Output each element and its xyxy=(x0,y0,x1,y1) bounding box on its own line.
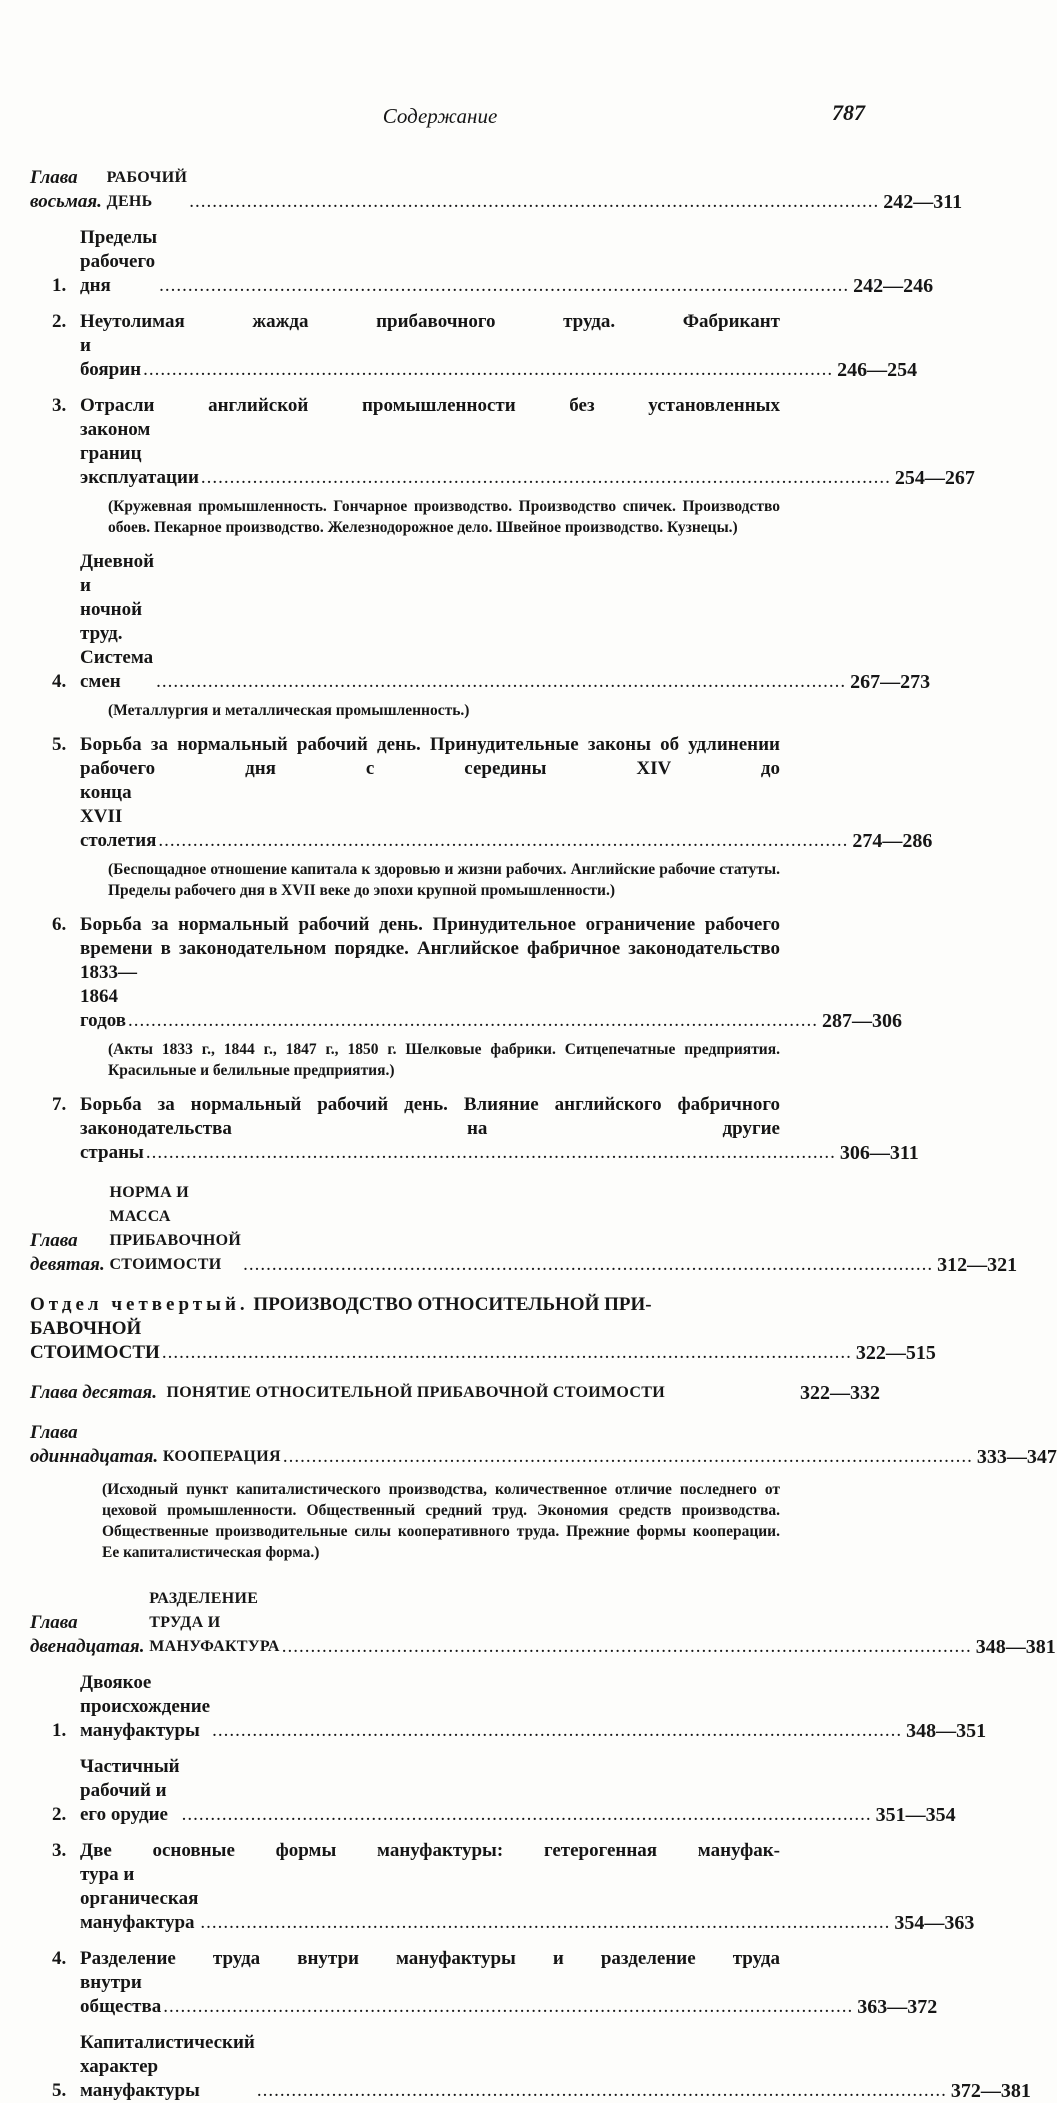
section-title-line: конца XVII столетия xyxy=(80,782,157,851)
toc-section xyxy=(30,550,931,694)
section-number: 4. xyxy=(52,1948,67,1969)
toc-chapter-10 xyxy=(30,1381,880,1405)
leader-dots: ........................................................................................................................ xyxy=(256,2080,947,2101)
chapter-title: ПОНЯТИЕ ОТНОСИТЕЛЬНОЙ ПРИБАВОЧНОЙ СТОИМОСТИ xyxy=(166,1384,665,1401)
page-range: 274—286 xyxy=(852,830,933,852)
leader-dots: ........................................................................................................................ xyxy=(200,467,891,488)
page-range: 242—311 xyxy=(883,191,963,213)
section-note: (Кружевная промышленность. Гончарное производство. Производство спичек. Производство обоев. Пекарное производство. Железнодорожное дело. Швейное производство. Кузнецы.) xyxy=(108,498,780,536)
section-number: 2. xyxy=(52,311,67,332)
chapter-label: Глава десятая. xyxy=(30,1382,157,1403)
page-range: 242—246 xyxy=(853,275,934,297)
chapter-title: РАБОЧИЙ ДЕНЬ xyxy=(106,169,188,210)
section-title: Частичный рабочий и его орудие xyxy=(80,1756,180,1825)
section-note: (Металлургия и металлическая промышленность.) xyxy=(108,702,470,719)
toc-chapter-9 xyxy=(30,1181,1018,1277)
toc-section xyxy=(30,1755,956,1827)
part-label: Отдел четвертый. xyxy=(30,1294,249,1315)
toc-section xyxy=(30,913,903,1033)
page-range: 267—273 xyxy=(850,671,931,693)
leader-dots: ........................................................................................................................ xyxy=(143,359,834,380)
leader-dots: ........................................................................................................................ xyxy=(212,1720,903,1741)
page-range: 322—332 xyxy=(800,1382,880,1404)
section-title-line: страны xyxy=(80,1142,144,1163)
toc-chapter-11 xyxy=(30,1421,1057,1469)
leader-dots: ........................................................................................................................ xyxy=(243,1254,934,1275)
section-number: 1. xyxy=(52,1720,67,1741)
page-range: 372—381 xyxy=(950,2080,1031,2102)
chapter-note: (Исходный пункт капиталистического производства, количественное отличие последнего от цеховой промышленности. Общественный средний труд. Экономия средств производства. Общественные производительные силы кооперативного труда. Прежние формы кооперации. Ее капиталистическая форма.) xyxy=(102,1481,780,1561)
chapter-title: КООПЕРАЦИЯ xyxy=(162,1448,281,1465)
page-range: 333—347 xyxy=(976,1446,1057,1468)
toc-part-4 xyxy=(30,1293,936,1365)
page-header xyxy=(0,100,1000,140)
page-range: 348—381 xyxy=(975,1636,1056,1658)
page-range: 348—351 xyxy=(906,1720,987,1742)
chapter-label: Глава одиннадцатая. xyxy=(30,1422,159,1467)
toc-section xyxy=(30,733,933,853)
leader-dots: ........................................................................................................................ xyxy=(159,275,850,296)
toc-chapter-12 xyxy=(30,1587,1056,1659)
section-title-line: и боярин xyxy=(80,335,142,380)
chapter-label: Глава девятая. xyxy=(30,1230,105,1275)
page-range: 351—354 xyxy=(875,1804,956,1826)
chapter-label: Глава двенадцатая. xyxy=(30,1612,145,1657)
toc-section xyxy=(30,1947,938,2019)
section-title-line: тура и органическая мануфактура xyxy=(80,1864,199,1933)
leader-dots: ........................................................................................................................ xyxy=(128,1010,819,1031)
running-head: Содержание xyxy=(382,104,498,128)
toc-chapter-8 xyxy=(30,166,963,214)
toc-section xyxy=(30,1093,919,1165)
page-range: 254—267 xyxy=(894,467,975,489)
section-title-line: 1864 годов xyxy=(80,986,127,1031)
section-number: 3. xyxy=(52,395,67,416)
leader-dots: ........................................................................................................................ xyxy=(145,1142,836,1163)
chapter-label: Глава восьмая. xyxy=(30,167,102,212)
section-title: Дневной и ночной труд. Система смен xyxy=(80,551,155,692)
section-title-line: Борьба за нормальный рабочий день. Принудительные законы об удлинении рабочего дня с середины XIV до xyxy=(80,734,780,779)
section-number: 7. xyxy=(52,1094,67,1115)
section-title-line: Борьба за нормальный рабочий день. Принудительное ограничение рабочего времени в законодательном порядке. Английское фабричное законодательство 1833— xyxy=(80,914,780,983)
chapter-title: НОРМА И МАССА ПРИБАВОЧНОЙ СТОИМОСТИ xyxy=(109,1184,242,1273)
page-range: 246—254 xyxy=(837,359,918,381)
leader-dots: ........................................................................................................................ xyxy=(158,830,849,851)
section-title-line: внутри общества xyxy=(80,1972,162,2017)
section-note: (Акты 1833 г., 1844 г., 1847 г., 1850 г. Шелковые фабрики. Ситцепечатные предприятия. Красильные и белильные предприятия.) xyxy=(108,1041,780,1079)
toc-section xyxy=(30,1671,987,1743)
section-number: 3. xyxy=(52,1840,67,1861)
page-range: 354—363 xyxy=(894,1912,975,1934)
leader-dots: ........................................................................................................................ xyxy=(281,1636,972,1657)
page-number: 787 xyxy=(832,100,865,125)
table-of-contents xyxy=(30,160,1057,2103)
section-title: Пределы рабочего дня xyxy=(80,227,158,296)
section-title: Капиталистический характер мануфактуры xyxy=(80,2032,255,2101)
leader-dots: ........................................................................................................................ xyxy=(282,1446,973,1467)
part-title-line: ПРОИЗВОДСТВО ОТНОСИТЕЛЬНОЙ ПРИ- xyxy=(253,1294,652,1315)
leader-dots: ........................................................................................................................ xyxy=(156,671,847,692)
toc-section xyxy=(30,394,975,490)
section-number: 6. xyxy=(52,914,67,935)
section-title-line: Неутолимая жажда прибавочного труда. Фабрикант xyxy=(80,311,780,332)
page-range: 306—311 xyxy=(839,1142,919,1164)
section-title: Двоякое происхождение мануфактуры xyxy=(80,1672,211,1741)
section-number: 4. xyxy=(52,671,67,692)
page-range: 363—372 xyxy=(857,1996,938,2018)
chapter-title: РАЗДЕЛЕНИЕ ТРУДА И МАНУФАКТУРА xyxy=(149,1590,280,1655)
leader-dots: ........................................................................................................................ xyxy=(200,1912,891,1933)
toc-section xyxy=(30,1839,975,1935)
section-note: (Беспощадное отношение капитала к здоровью и жизни рабочих. Английские рабочие статуты. Пределы рабочего дня в XVII веке до эпохи крупной промышленности.) xyxy=(108,861,780,899)
section-number: 2. xyxy=(52,1804,67,1825)
toc-section xyxy=(30,310,918,382)
leader-dots: ........................................................................................................................ xyxy=(161,1342,852,1363)
section-title-line: Разделение труда внутри мануфактуры и разделение труда xyxy=(80,1948,780,1969)
section-title-line: законом границ эксплуатации xyxy=(80,419,199,488)
leader-dots: ........................................................................................................................ xyxy=(163,1996,854,2017)
section-number: 5. xyxy=(52,2080,67,2101)
section-title-line: Две основные формы мануфактуры: гетерогенная мануфак- xyxy=(80,1840,780,1861)
leader-dots: ........................................................................................................................ xyxy=(189,191,880,212)
page-range: 322—515 xyxy=(855,1342,936,1364)
page-range: 287—306 xyxy=(822,1010,903,1032)
page-range: 312—321 xyxy=(937,1254,1018,1276)
part-title-line: БАВОЧНОЙ СТОИМОСТИ xyxy=(30,1318,160,1363)
section-title-line: Отрасли английской промышленности без установленных xyxy=(80,395,780,416)
toc-section xyxy=(30,226,934,298)
section-title-line: Борьба за нормальный рабочий день. Влияние английского фабричного законодательства на другие xyxy=(80,1094,780,1139)
section-number: 1. xyxy=(52,275,67,296)
section-number: 5. xyxy=(52,734,67,755)
toc-section xyxy=(30,2031,1031,2103)
leader-dots: ........................................................................................................................ xyxy=(181,1804,872,1825)
